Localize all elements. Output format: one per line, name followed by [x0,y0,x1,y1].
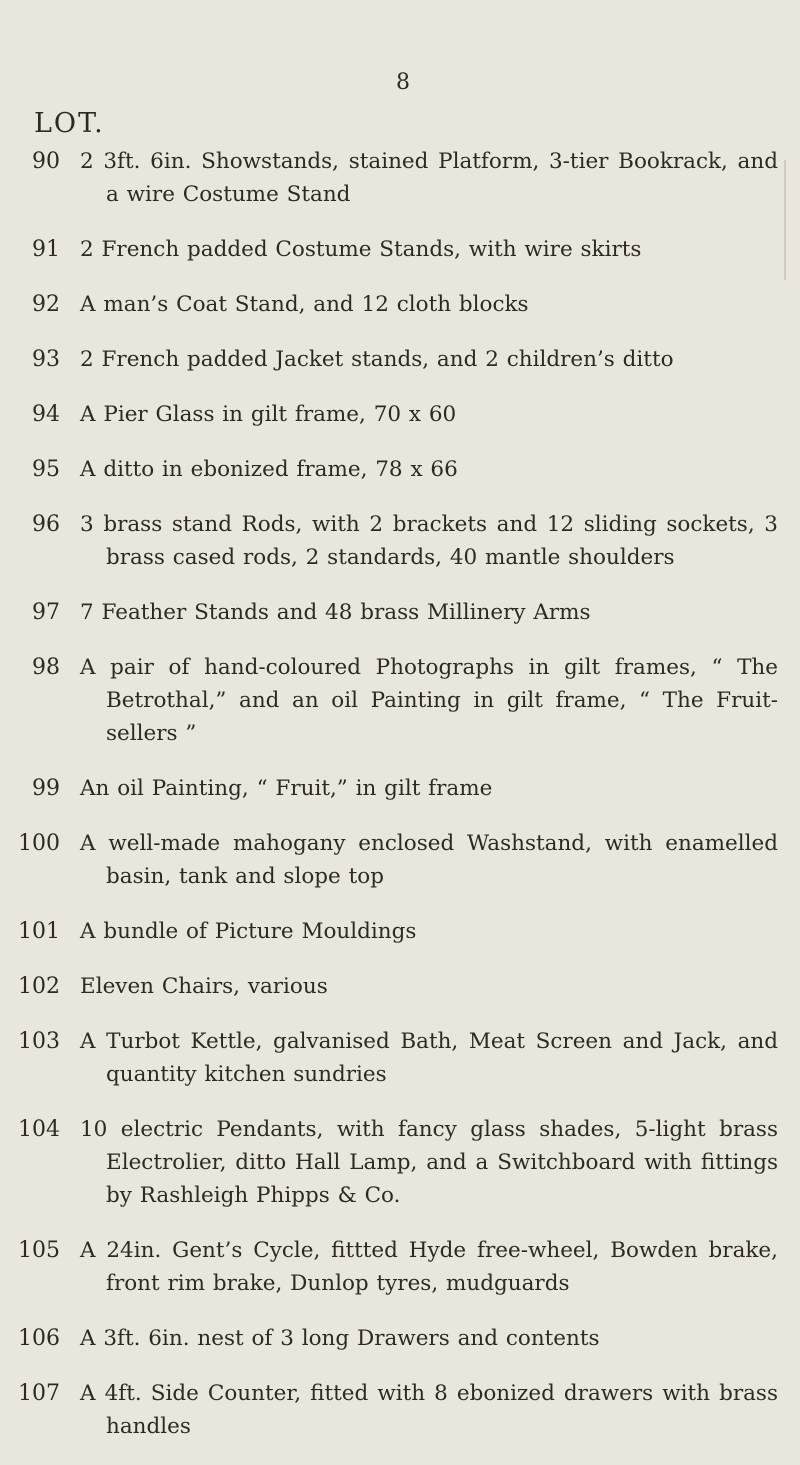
lot-number: 94 [32,402,60,427]
lot-entry [0,596,800,629]
lot-number: 91 [32,237,60,262]
lot-number: 101 [18,919,60,944]
lot-description: A 24in. Gent’s Cycle, fittted Hyde free-wheel, Bowden brake, front rim brake, Dunlop tyres, mudguards [80,1238,778,1296]
lot-list [0,145,800,1465]
lot-number: 103 [18,1029,60,1054]
lot-description: 7 Feather Stands and 48 brass Millinery Arms [80,600,591,625]
lot-description: 2 French padded Jacket stands, and 2 children’s ditto [80,347,674,372]
lot-entry [0,970,800,1003]
lot-entry [0,1025,800,1091]
lot-number: 99 [32,776,60,801]
lot-description: 10 electric Pendants, with fancy glass shades, 5-light brass Electrolier, ditto Hall Lamp, and a Switchboard with fittings by Rashleigh Phipps & Co. [80,1117,778,1208]
lot-description: 2 3ft. 6in. Showstands, stained Platform, 3-tier Bookrack, and a wire Costume Stand [80,149,778,207]
lot-number: 100 [18,831,60,856]
lot-number: 93 [32,347,60,372]
lot-entry [0,1234,800,1300]
lot-number: 95 [32,457,60,482]
lot-entry [0,651,800,750]
lot-description: Eleven Chairs, various [80,974,328,999]
lot-description: A Pier Glass in gilt frame, 70 x 60 [80,402,457,427]
lot-description: A 3ft. 6in. nest of 3 long Drawers and contents [80,1326,600,1351]
lot-entry [0,343,800,376]
lot-entry [0,145,800,211]
lot-description: 2 French padded Costume Stands, with wire skirts [80,237,642,262]
lot-entry [0,508,800,574]
lot-description: 3 brass stand Rods, with 2 brackets and 12 sliding sockets, 3 brass cased rods, 2 standards, 40 mantle shoulders [80,512,778,570]
lot-entry [0,1377,800,1443]
lot-description: An oil Painting, “ Fruit,” in gilt frame [80,776,493,801]
lot-number: 104 [18,1117,60,1142]
lot-entry [0,288,800,321]
lot-description: A 4ft. Side Counter, fitted with 8 ebonized drawers with brass handles [80,1381,778,1439]
page-number: 8 [396,70,411,95]
lot-description: A pair of hand-coloured Photographs in gilt frames, “ The Betrothal,” and an oil Painting in gilt frame, “ The Fruit-sellers ” [80,655,778,746]
lot-entry [0,827,800,893]
lot-entry [0,772,800,805]
lot-description: A man’s Coat Stand, and 12 cloth blocks [80,292,529,317]
lot-entry [0,1113,800,1212]
lot-entry [0,915,800,948]
lot-number: 107 [18,1381,60,1406]
lot-column-heading: LOT. [34,108,105,139]
lot-description: A Turbot Kettle, galvanised Bath, Meat Screen and Jack, and quantity kitchen sundries [80,1029,778,1087]
lot-number: 106 [18,1326,60,1351]
lot-description: A ditto in ebonized frame, 78 x 66 [80,457,458,482]
lot-number: 105 [18,1238,60,1263]
lot-number: 96 [32,512,60,537]
lot-number: 102 [18,974,60,999]
lot-entry [0,1322,800,1355]
lot-number: 90 [32,149,60,174]
lot-number: 92 [32,292,60,317]
lot-description: A bundle of Picture Mouldings [80,919,417,944]
lot-entry [0,453,800,486]
lot-entry [0,398,800,431]
lot-entry [0,233,800,266]
lot-number: 97 [32,600,60,625]
lot-description: A well-made mahogany enclosed Washstand, with enamelled basin, tank and slope top [80,831,778,889]
lot-number: 98 [32,655,60,680]
